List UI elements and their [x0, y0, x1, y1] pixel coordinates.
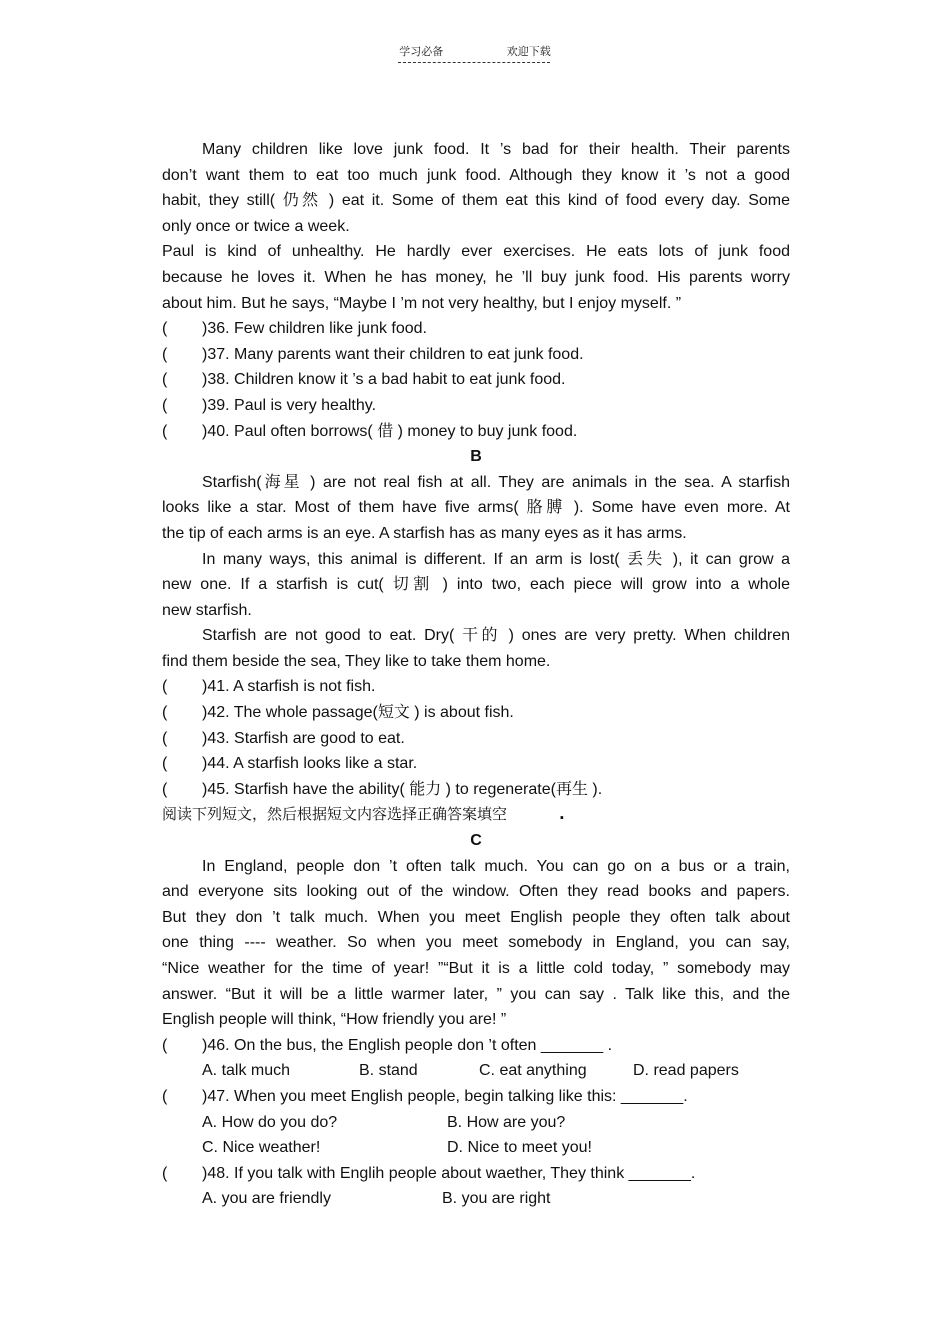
passage-b-line: In many ways, this animal is different. If an arm is lost( 丢失 ), it can grow a: [202, 550, 790, 568]
question-38: [162, 367, 790, 393]
passage-a-line: Paul is kind of unhealthy. He hardly ever exercises. He eats lots of junk food: [162, 243, 790, 261]
question-42: [162, 700, 790, 726]
question-text: )45. Starfish have the ability( 能力 ) to regenerate(再生 ).: [202, 780, 603, 798]
section-heading-c: C: [470, 832, 482, 850]
header-divider: [398, 62, 550, 63]
answer-blank: (: [162, 320, 168, 338]
question-45: [162, 777, 790, 803]
answer-blank: (: [162, 780, 168, 798]
answer-blank: (: [162, 755, 168, 773]
answer-blank: (: [162, 422, 168, 440]
header-right: 欢迎下载: [506, 45, 551, 58]
question-39: [162, 393, 790, 419]
question-text: )36. Few children like junk food.: [202, 320, 427, 338]
question-46-options: [162, 1058, 790, 1084]
question-48-options: [162, 1186, 790, 1212]
passage-c-line: English people will think, “How friendly you are! ”: [162, 1011, 507, 1029]
option-d: D. Nice to meet you!: [447, 1139, 592, 1157]
question-47-options: [162, 1110, 790, 1136]
option-b: B. you are right: [442, 1190, 551, 1208]
question-text: )38. Children know it ’s a bad habit to eat junk food.: [202, 371, 566, 389]
passage-c-line: one thing ---- weather. So when you meet somebody in England, you can say,: [162, 934, 790, 952]
option-a: A. How do you do?: [202, 1113, 338, 1131]
answer-blank: (: [162, 1164, 168, 1182]
passage-b-line: find them beside the sea, They like to take them home.: [162, 652, 551, 670]
passage-a-line: about him. But he says, “Maybe I ’m not very healthy, but I enjoy myself. ”: [162, 294, 682, 312]
answer-blank: (: [162, 729, 168, 747]
question-40: [162, 419, 790, 445]
question-text: )41. A starfish is not fish.: [202, 678, 376, 696]
instruction-text: 阅读下列短文，然后根据短文内容选择正确答案填空: [162, 805, 508, 824]
instruction-dot: .: [559, 805, 565, 824]
option-c: C. eat anything: [479, 1062, 587, 1080]
passage-a-line: Many children like love junk food. It ’s bad for their health. Their parents: [202, 141, 790, 158]
passage-c-line: answer. “But it will be a little warmer later, ” you can say . Talk like this, and the: [162, 985, 790, 1003]
option-b: B. stand: [359, 1062, 418, 1080]
answer-blank: (: [162, 345, 168, 363]
question-text: )43. Starfish are good to eat.: [202, 729, 405, 747]
passage-c-line: But they don ’t talk much. When you meet English people they often talk about: [162, 908, 790, 926]
option-b: B. How are you?: [447, 1113, 566, 1131]
question-text: )47. When you meet English people, begin talking like this: _______.: [202, 1087, 688, 1105]
passage-c-line: and everyone sits looking out of the window. Often they read books and papers.: [162, 883, 790, 901]
option-d: D. read papers: [633, 1062, 739, 1080]
passage-a-line: don’t want them to eat too much junk food. Although they know it ’s not a good: [162, 166, 790, 184]
passage-c-line: “Nice weather for the time of year! ”“But it is a little cold today, ” somebody may: [162, 960, 790, 977]
passage-b-line: Starfish are not good to eat. Dry( 干的 ) ones are very pretty. When children: [202, 627, 790, 645]
question-44: [162, 751, 790, 777]
passage-a-line: habit, they still( 仍然 ) eat it. Some of them eat this kind of food every day. Some: [162, 192, 790, 210]
header-left: 学习必备: [399, 45, 444, 58]
question-text: )37. Many parents want their children to eat junk food.: [202, 345, 584, 363]
question-text: )44. A starfish looks like a star.: [202, 755, 418, 773]
passage-b-line: new starfish.: [162, 601, 252, 619]
question-43: [162, 726, 790, 752]
question-41: [162, 674, 790, 700]
question-text: )39. Paul is very healthy.: [202, 396, 377, 414]
answer-blank: (: [162, 371, 168, 389]
document-body: [162, 137, 790, 1212]
answer-blank: (: [162, 704, 168, 722]
question-text: )48. If you talk with Englih people about waether, They think _______.: [202, 1164, 696, 1182]
option-a: A. you are friendly: [202, 1190, 331, 1208]
question-text: )42. The whole passage(短文 ) is about fish.: [202, 704, 514, 722]
question-46: [162, 1033, 790, 1059]
question-36: [162, 316, 790, 342]
instruction-line: [162, 802, 790, 828]
question-37: [162, 342, 790, 368]
answer-blank: (: [162, 1036, 168, 1054]
answer-blank: (: [162, 396, 168, 414]
question-text: )40. Paul often borrows( 借 ) money to buy junk food.: [202, 422, 578, 440]
passage-a-line: because he loves it. When he has money, he ’ll buy junk food. His parents worry: [162, 268, 790, 286]
section-heading-b: B: [470, 448, 482, 466]
passage-b-line: new one. If a starfish is cut( 切割 ) into two, each piece will grow into a whole: [162, 576, 790, 594]
option-a: A. talk much: [202, 1062, 291, 1080]
question-47-options: [162, 1135, 790, 1161]
passage-b-line: Starfish(海星 ) are not real fish at all. They are animals in the sea. A starfish: [202, 473, 790, 491]
passage-b-line: looks like a star. Most of them have five arms( 胳膊 ). Some have even more. At: [162, 499, 790, 517]
answer-blank: (: [162, 1087, 168, 1105]
answer-blank: (: [162, 678, 168, 696]
page-header: [0, 43, 950, 59]
question-47: [162, 1084, 790, 1110]
passage-b-line: the tip of each arms is an eye. A starfish has as many eyes as it has arms.: [162, 524, 687, 542]
question-48: [162, 1161, 790, 1187]
passage-c-line: In England, people don ’t often talk much. You can go on a bus or a train,: [202, 857, 790, 875]
passage-a-line: only once or twice a week.: [162, 217, 350, 235]
option-c: C. Nice weather!: [202, 1139, 321, 1157]
question-text: )46. On the bus, the English people don ’t often _______ .: [202, 1036, 613, 1054]
